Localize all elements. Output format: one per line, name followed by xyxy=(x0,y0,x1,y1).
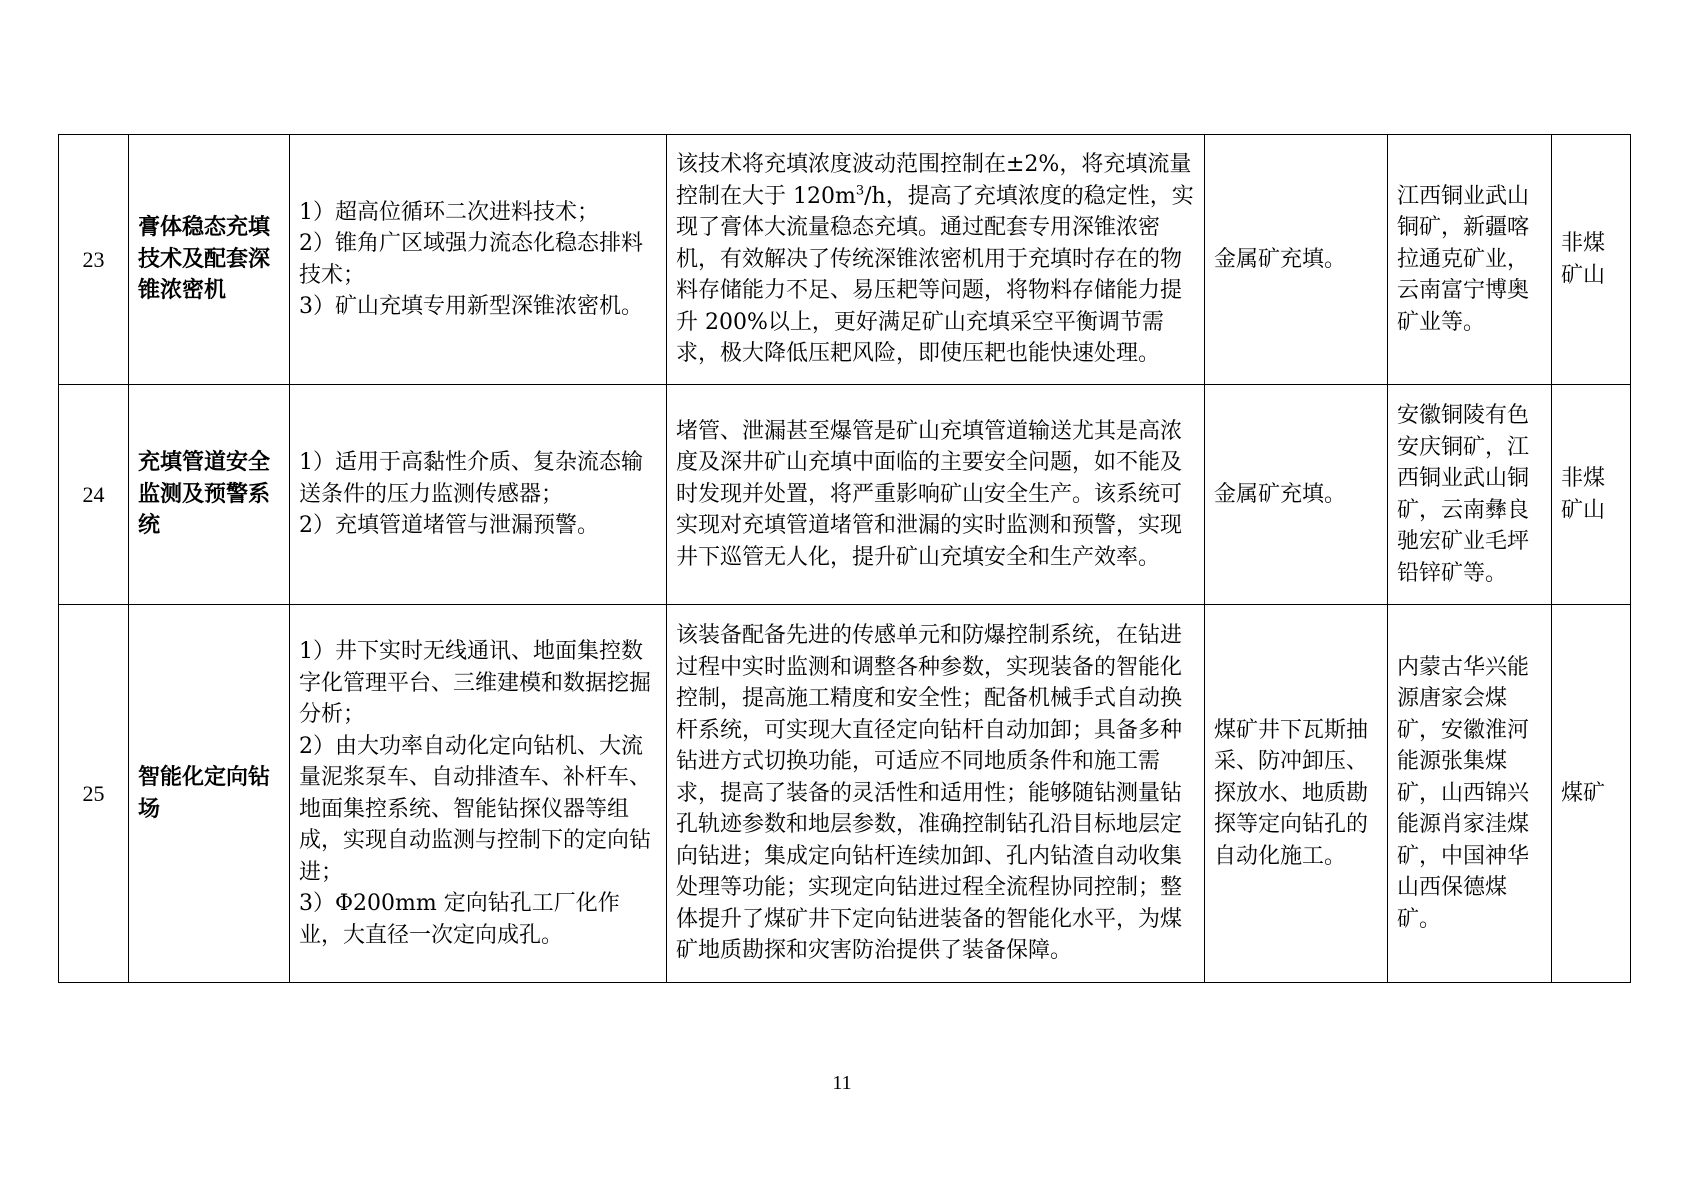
application-examples: 安徽铜陵有色安庆铜矿，江西铜业武山铜矿，云南彝良驰宏矿业毛坪铅锌矿等。 xyxy=(1388,385,1552,605)
feature-item: 2）充填管道堵管与泄漏预警。 xyxy=(299,513,599,539)
table-row xyxy=(59,605,1631,983)
row-number: 24 xyxy=(59,385,129,605)
description-text: /h，提高了充填浓度的稳定性，实现了膏体大流量稳态充填。通过配套专用深锥浓密机，有效解决了传统深锥浓密机用于充填时存在的物料存储能力不足、易压耙等问题，将物料存储能力提升 200%以上，更好满足矿山充填采空平衡调节需求，极大降低压耙风险，即使压耙也能快速处理。 xyxy=(676,183,1194,367)
technology-name: 充填管道安全监测及预警系统 xyxy=(129,385,290,605)
page-number: 11 xyxy=(832,1072,852,1094)
superscript-three: 3 xyxy=(855,183,865,199)
feature-item: 1）适用于高黏性介质、复杂流态输送条件的压力监测传感器； xyxy=(299,450,643,507)
row-number: 23 xyxy=(59,135,129,385)
technology-description xyxy=(667,135,1205,385)
application-scope: 金属矿充填。 xyxy=(1205,385,1388,605)
technology-description: 堵管、泄漏甚至爆管是矿山充填管道输送尤其是高浓度及深井矿山充填中面临的主要安全问题，如不能及时发现并处置，将严重影响矿山安全生产。该系统可实现对充填管道堵管和泄漏的实时监测和预警，实现井下巡管无人化，提升矿山充填安全和生产效率。 xyxy=(667,385,1205,605)
technology-table xyxy=(58,134,1631,983)
description-text: 该技术将充填浓度波动范围控制在±2%，将充填流量控制在大于 120m xyxy=(676,152,1192,209)
application-examples: 内蒙古华兴能源唐家会煤矿，安徽淮河能源张集煤矿，山西锦兴能源肖家洼煤矿，中国神华山西保德煤矿。 xyxy=(1388,605,1552,983)
mine-type: 非煤矿山 xyxy=(1552,385,1631,605)
technology-features xyxy=(290,135,667,385)
feature-item: 3）矿山充填专用新型深锥浓密机。 xyxy=(299,294,643,319)
table-row xyxy=(59,385,1631,605)
feature-item: 2）由大功率自动化定向钻机、大流量泥浆泵车、自动排渣车、补杆车、地面集控系统、智能钻探仪器等组成，实现自动监测与控制下的定向钻进； xyxy=(299,733,652,885)
technology-name: 智能化定向钻场 xyxy=(129,605,290,983)
technology-name: 膏体稳态充填技术及配套深锥浓密机 xyxy=(129,135,290,385)
row-number: 25 xyxy=(59,605,129,983)
feature-item: 2）锥角广区域强力流态化稳态排料技术； xyxy=(299,231,643,288)
mine-type: 非煤矿山 xyxy=(1552,135,1631,385)
mine-type: 煤矿 xyxy=(1552,605,1631,983)
application-examples: 江西铜业武山铜矿，新疆喀拉通克矿业，云南富宁博奥矿业等。 xyxy=(1388,135,1552,385)
technology-features xyxy=(290,605,667,983)
feature-item: 1）超高位循环二次进料技术； xyxy=(299,199,599,225)
application-scope: 金属矿充填。 xyxy=(1205,135,1388,385)
feature-item: 3）Φ200mm 定向钻孔工厂化作业，大直径一次定向成孔。 xyxy=(299,891,620,948)
technology-features xyxy=(290,385,667,605)
table-row xyxy=(59,135,1631,385)
feature-item: 1）井下实时无线通讯、地面集控数字化管理平台、三维建模和数据挖掘分析； xyxy=(299,639,652,727)
application-scope: 煤矿井下瓦斯抽采、防冲卸压、探放水、地质勘探等定向钻孔的自动化施工。 xyxy=(1205,605,1388,983)
technology-description: 该装备配备先进的传感单元和防爆控制系统，在钻进过程中实时监测和调整各种参数，实现装备的智能化控制，提高施工精度和安全性；配备机械手式自动换杆系统，可实现大直径定向钻杆自动加卸；具备多种钻进方式切换功能，可适应不同地质条件和施工需求，提高了装备的灵活性和适用性；能够随钻测量钻孔轨迹参数和地层参数，准确控制钻孔沿目标地层定向钻进；集成定向钻杆连续加卸、孔内钻渣自动收集处理等功能；实现定向钻进过程全流程协同控制；整体提升了煤矿井下定向钻进装备的智能化水平，为煤矿地质勘探和灾害防治提供了装备保障。 xyxy=(667,605,1205,983)
